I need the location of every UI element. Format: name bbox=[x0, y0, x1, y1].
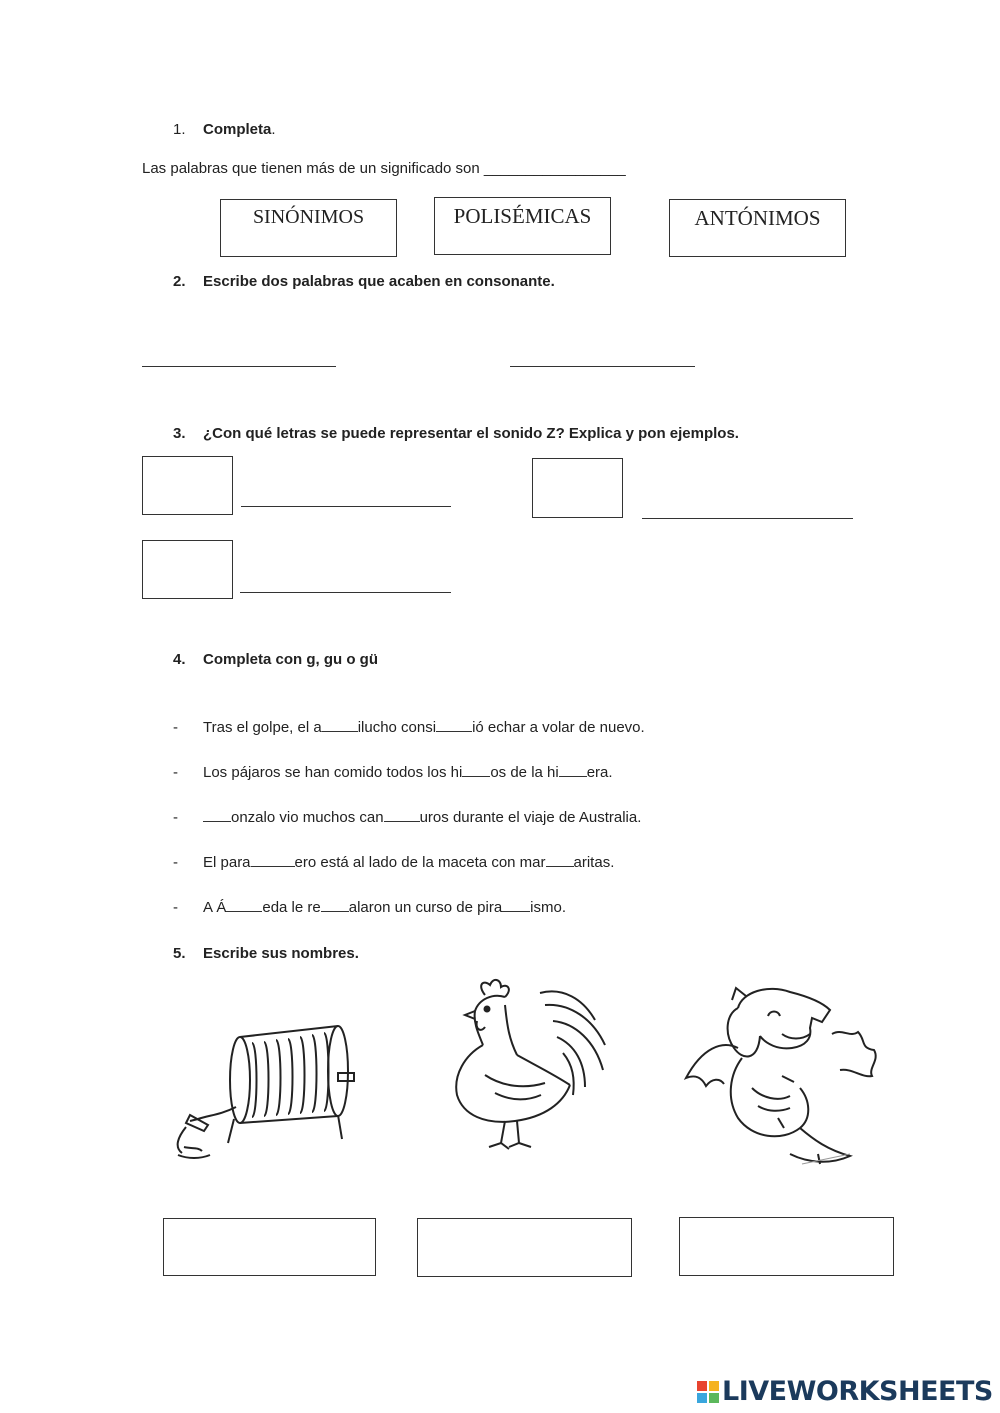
logo-square-1 bbox=[697, 1381, 707, 1391]
sentence-3-part-3: uros durante el viaje de Australia. bbox=[419, 809, 642, 826]
example-line-3[interactable] bbox=[240, 592, 451, 593]
question-5-title: Escribe sus nombres. bbox=[203, 945, 359, 962]
name-box-dragon[interactable] bbox=[679, 1217, 894, 1276]
sentence-4 bbox=[173, 854, 614, 871]
logo-square-4 bbox=[709, 1393, 719, 1403]
sentence-4-dash: - bbox=[173, 854, 178, 871]
question-3-title: ¿Con qué letras se puede representar el sonido Z? Explica y pon ejemplos. bbox=[203, 425, 739, 442]
sentence-3 bbox=[173, 809, 641, 826]
rooster-image bbox=[445, 975, 620, 1155]
sentence-1-part-1: Tras el golpe, el a bbox=[203, 719, 322, 736]
blank-1-2[interactable] bbox=[436, 719, 472, 732]
sentence-3-part-2: onzalo vio muchos can bbox=[231, 809, 384, 826]
question-4-title: Completa con g, gu o gü bbox=[203, 651, 378, 668]
name-box-hose-reel[interactable] bbox=[163, 1218, 376, 1276]
sentence-3-dash: - bbox=[173, 809, 178, 826]
sentence-5-part-4: ismo. bbox=[530, 899, 567, 916]
sentence-4-part-3: aritas. bbox=[573, 854, 615, 871]
letter-box-2[interactable] bbox=[532, 458, 623, 518]
sentence-2-part-2: os de la hi bbox=[490, 764, 559, 781]
sentence-5 bbox=[173, 899, 566, 916]
question-3-number: 3. bbox=[173, 425, 186, 442]
sentence-1-dash: - bbox=[173, 719, 178, 736]
question-1-number: 1. bbox=[173, 121, 186, 138]
blank-2-1[interactable] bbox=[462, 764, 490, 777]
liveworksheets-logo bbox=[697, 1376, 993, 1407]
question-2-title: Escribe dos palabras que acaben en consonante. bbox=[203, 273, 555, 290]
answer-line-word-1[interactable] bbox=[142, 366, 336, 367]
example-line-2[interactable] bbox=[642, 518, 853, 519]
blank-4-2[interactable] bbox=[546, 854, 574, 867]
sentence-5-part-3: alaron un curso de pira bbox=[348, 899, 503, 916]
question-5-number: 5. bbox=[173, 945, 186, 962]
sentence-1-part-3: ió echar a volar de nuevo. bbox=[472, 719, 645, 736]
sentence-2-part-1: Los pájaros se han comido todos los hi bbox=[203, 764, 463, 781]
question-1-title-suffix: . bbox=[271, 121, 276, 138]
sentence-1 bbox=[173, 719, 645, 736]
blank-4-1[interactable] bbox=[251, 854, 295, 867]
option-antonimos-label: ANTÓNIMOS bbox=[694, 206, 821, 230]
dragon-image bbox=[682, 978, 892, 1173]
blank-5-1[interactable] bbox=[226, 899, 262, 912]
name-box-rooster[interactable] bbox=[417, 1218, 632, 1277]
question-1-title: Completa bbox=[203, 121, 272, 138]
question-1-heading bbox=[173, 121, 276, 138]
logo-text: LIVEWORKSHEETS bbox=[722, 1376, 993, 1407]
blank-3-2[interactable] bbox=[384, 809, 420, 822]
blank-2-2[interactable] bbox=[559, 764, 587, 777]
sentence-2-part-3: era. bbox=[586, 764, 613, 781]
letter-box-3[interactable] bbox=[142, 540, 233, 599]
blank-3-1[interactable] bbox=[203, 809, 231, 822]
sentence-2-dash: - bbox=[173, 764, 178, 781]
blank-5-3[interactable] bbox=[502, 899, 530, 912]
sentence-1-part-2: ilucho consi bbox=[357, 719, 437, 736]
question-2-number: 2. bbox=[173, 273, 186, 290]
logo-grid-icon bbox=[697, 1381, 719, 1403]
sentence-4-part-2: ero está al lado de la maceta con mar bbox=[294, 854, 546, 871]
sentence-2 bbox=[173, 764, 613, 781]
option-sinonimos[interactable] bbox=[220, 199, 397, 257]
question-4-number: 4. bbox=[173, 651, 186, 668]
option-antonimos[interactable] bbox=[669, 199, 846, 257]
letter-box-1[interactable] bbox=[142, 456, 233, 515]
logo-square-2 bbox=[709, 1381, 719, 1391]
question-5-heading bbox=[173, 945, 359, 962]
option-sinonimos-label: SINÓNIMOS bbox=[252, 206, 365, 228]
blank-1-1[interactable] bbox=[322, 719, 358, 732]
blank-5-2[interactable] bbox=[321, 899, 349, 912]
sentence-5-part-1: A Á bbox=[203, 899, 227, 916]
hose-reel-image bbox=[170, 1015, 365, 1170]
logo-square-3 bbox=[697, 1393, 707, 1403]
option-polisemicas[interactable] bbox=[434, 197, 611, 255]
question-4-heading bbox=[173, 651, 378, 668]
sentence-5-dash: - bbox=[173, 899, 178, 916]
sentence-4-part-1: El para bbox=[203, 854, 251, 871]
example-line-1[interactable] bbox=[241, 506, 451, 507]
answer-line-word-2[interactable] bbox=[510, 366, 695, 367]
sentence-5-part-2: eda le re bbox=[262, 899, 321, 916]
option-polisemicas-label: POLISÉMICAS bbox=[453, 204, 592, 228]
question-2-heading bbox=[173, 273, 555, 290]
question-1-sentence: Las palabras que tienen más de un significado son _________________ bbox=[142, 160, 626, 177]
question-3-heading bbox=[173, 425, 739, 442]
